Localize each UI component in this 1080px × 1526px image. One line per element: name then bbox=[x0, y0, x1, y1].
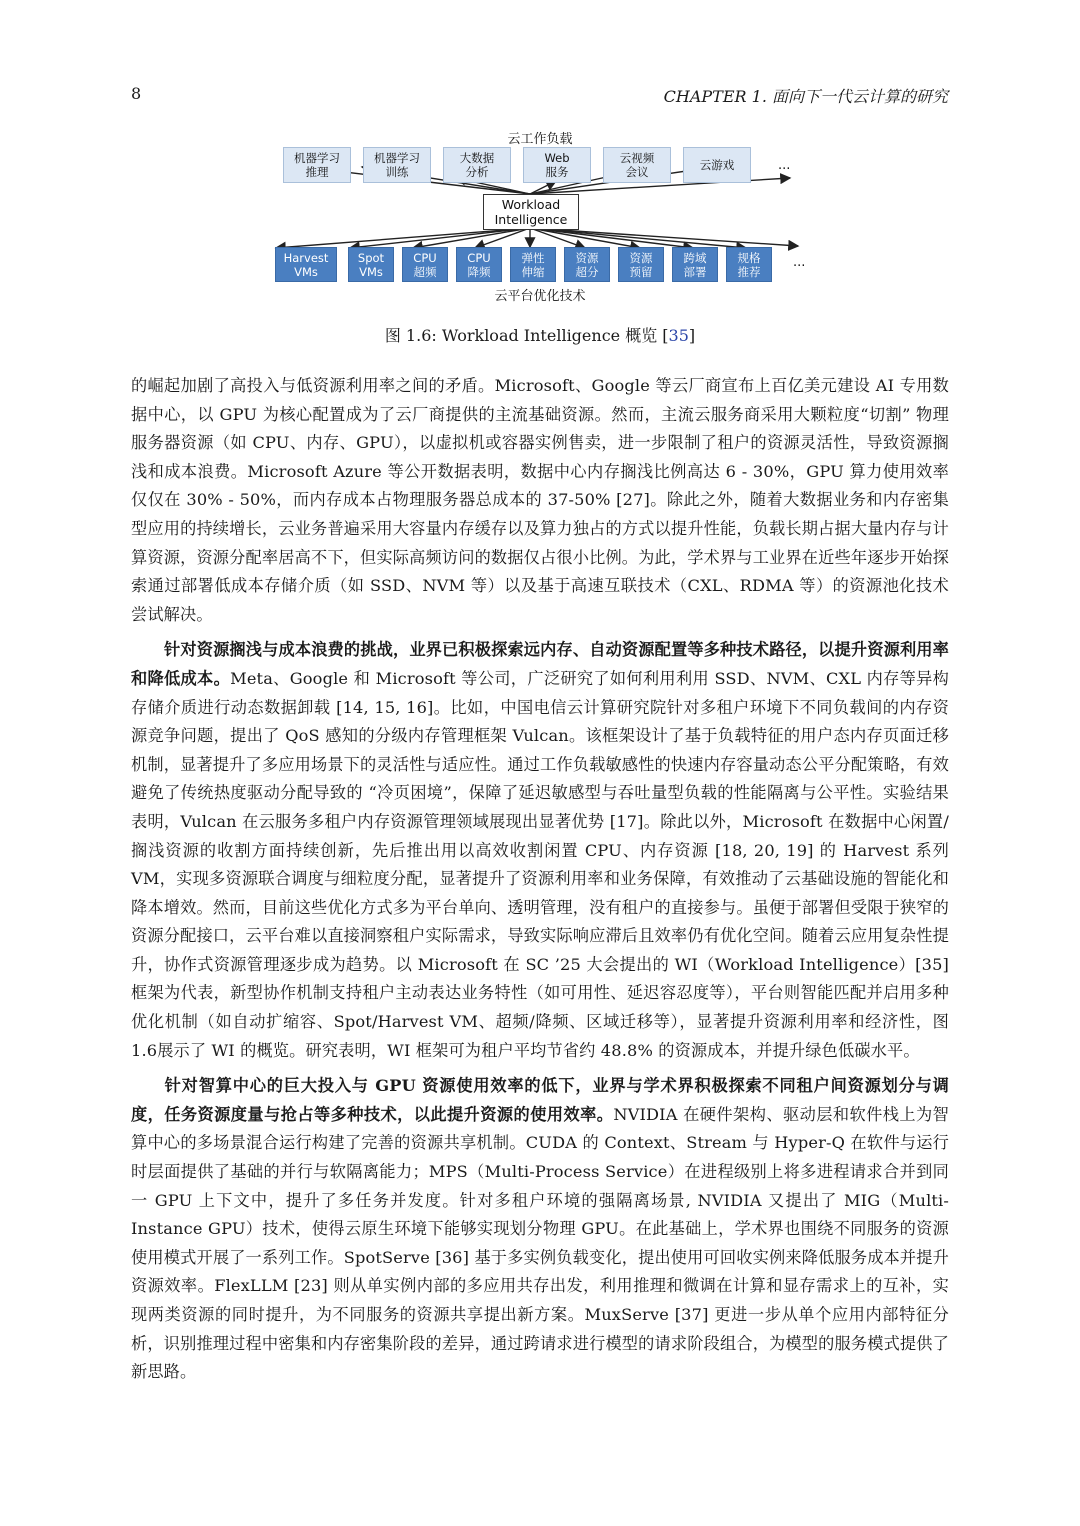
workload-intelligence-figure bbox=[0, 122, 1080, 312]
paragraph-2-text: Meta、Google 和 Microsoft 等公司，广泛研究了如何利用利用 SSD、NVM、CXL 内存等异构存储介质进行动态数据卸载 [14, 15, 16]。比如，中国电信云计算研究院针对多租户环境下不同负载间的内存资源竞争问题，提出了 QoS 感知的分级内存管理框架 Vulcan。该框架设计了基于负载特征的用户态内存页面迁移机制，显著提升了多应用场景下的灵活性与适应性。通过工作负载敏感性的快速内存容量动态公平分配策略，有效避免了传统热度驱动分配导致的 “冷页困境”，保障了延迟敏感型与吞吐量型负载的性能隔离与公平性。实验结果表明，Vulcan 在云服务多租户内存资源管理领域展现出显著优势 [17]。除此以外，Microsoft 在数据中心闲置/搁浅资源的收割方面持续创新，先后推出用以高效收割闲置 CPU、内存资源 [18, 20, 19] 的 Harvest 系列 VM，实现多资源联合调度与细粒度分配，显著提升了资源利用率和业务保障，有效推动了云基础设施的智能化和降本增效。然而，目前这些优化方式多为平台单向、透明管理，没有租户的直接参与。虽便于部署但受限于狭窄的资源分配接口，云平台难以直接洞察租户实际需求，导致实际响应滞后且效率仍有优化空间。随着云应用复杂性提升，协作式资源管理逐步成为趋势。以 Microsoft 在 SC ’25 大会提出的 WI（Workload Intelligence）[35] 框架为代表，新型协作机制支持租户主动表达业务特性（如可用性、延迟容忍度等），平台则智能匹配并启用多种优化机制（如自动扩缩容、Spot/Harvest VM、超频/降频、区域迁移等），显著提升资源利用率和经济性，图 1.6展示了 WI 的概览。研究表明，WI 框架可为租户平均节省约 48.8% 的资源成本，并提升绿色低碳水平。 bbox=[131, 668, 949, 1060]
paragraph-1-text: 的崛起加剧了高投入与低资源利用率之间的矛盾。Microsoft、Google 等云厂商宣布上百亿美元建设 AI 专用数据中心，以 GPU 为核心配置成为了云厂商提供的主流基础资源。然而，主流云服务商采用大颗粒度“切割” 物理服务器资源（如 CPU、内存、GPU），以虚拟机或容器实例售卖，进一步限制了租户的资源灵活性，导致资源搁浅和成本浪费。Microsoft Azure 等公开数据表明，数据中心内存搁浅比例高达 6 - 30%，GPU 算力使用效率仅仅在 30% - 50%，而内存成本占物理服务器总成本的 37-50% [27]。除此之外，随着大数据业务和内存密集型应用的持续增长，云业务普遍采用大容量内存缓存以及算力独占的方式以提升性能，负载长期占据大量内存与计算资源，资源分配率居高不下，但实际高频访问的数据仅占很小比例。为此，学术界与工业界在近些年逐步开始探索通过部署低成本存储介质（如 SSD、NVM 等）以及基于高速互联技术（CXL、RDMA 等）的资源池化技术尝试解决。 bbox=[131, 376, 949, 624]
technique-ellipsis: ... bbox=[793, 255, 806, 270]
workload-box-cloud-gaming: 云游戏 bbox=[683, 147, 751, 183]
paragraph-3-lead: 针对智算中心的巨大投入与 GPU 资源使用效率的低下，业界与学术界积极探索不同租户间资源划分与调度，任务资源度量与抢占等多种技术，以此提升资源的使用效率。 bbox=[131, 1076, 949, 1124]
workload-group-label: 云工作负载 bbox=[507, 132, 573, 147]
technique-box-cpu-overclock: CPU 超频 bbox=[402, 247, 448, 282]
arrow-to-technique bbox=[276, 228, 530, 248]
arrow-to-technique bbox=[530, 228, 746, 248]
technique-box-spot-vms: Spot VMs bbox=[348, 247, 394, 282]
figure-caption bbox=[0, 323, 1080, 346]
paragraph-2-lead: 针对资源搁浅与成本浪费的挑战，业界已积极探索远内存、自动资源配置等多种技术路径，以提升资源利用率和降低成本。 bbox=[131, 640, 949, 688]
technique-box-cross-region: 跨域 部署 bbox=[672, 247, 718, 282]
technique-box-autoscaling: 弹性 伸缩 bbox=[510, 247, 556, 282]
caption-close: ] bbox=[688, 326, 696, 345]
caption-text: 图 1.6: Workload Intelligence 概览 [ bbox=[384, 326, 669, 345]
workload-box-ml-training: 机器学习 训练 bbox=[363, 147, 431, 183]
paragraph bbox=[131, 1072, 949, 1387]
technique-group-label: 云平台优化技术 bbox=[494, 289, 586, 304]
workload-intelligence-box: Workload Intelligence bbox=[483, 194, 579, 230]
workload-box-big-data: 大数据 分析 bbox=[443, 147, 511, 183]
technique-box-reservation: 资源 预留 bbox=[618, 247, 664, 282]
workload-box-ml-inference: 机器学习 推理 bbox=[283, 147, 351, 183]
technique-box-oversubscription: 资源 超分 bbox=[564, 247, 610, 282]
workload-ellipsis: ... bbox=[778, 158, 791, 173]
page-number: 8 bbox=[131, 84, 142, 103]
caption-citation[interactable]: 35 bbox=[668, 326, 689, 345]
paragraph bbox=[131, 372, 949, 629]
page-header bbox=[131, 80, 948, 106]
running-title: CHAPTER 1. 面向下一代云计算的研究 bbox=[663, 87, 948, 106]
technique-box-harvest-vms: Harvest VMs bbox=[275, 247, 337, 282]
technique-box-cpu-underclock: CPU 降频 bbox=[456, 247, 502, 282]
workload-box-video-conf: 云视频 会议 bbox=[603, 147, 671, 183]
body-text bbox=[131, 372, 949, 1387]
paragraph bbox=[131, 636, 949, 1065]
technique-box-sku-recommend: 规格 推荐 bbox=[726, 247, 772, 282]
paragraph-3-text: NVIDIA 在硬件架构、驱动层和软件栈上为智算中心的多场景混合运行构建了完善的资源共享机制。CUDA 的 Context、Stream 与 Hyper-Q 在软件与运行时层面提供了基础的并行与软隔离能力；MPS（Multi-Process Service）在进程级别上将多进程请求合并到同一 GPU 上下文中，提升了多任务并发度。针对多租户环境的强隔离场景, NVIDIA 又提出了 MIG（Multi-Instance GPU）技术，使得云原生环境下能够实现划分物理 GPU。在此基础上，学术界也围绕不同服务的资源使用模式开展了一系列工作。SpotServe [36] 基于多实例负载变化，提出使用可回收实例来降低服务成本并提升资源效率。FlexLLM [23] 则从单实例内部的多应用共存出发，利用推理和微调在计算和显存需求上的互补，实现两类资源的同时提升，为不同服务的资源共享提出新方案。MuxServe [37] 更进一步从单个应用内部特征分析，识别推理过程中密集和内存密集阶段的差异，通过跨请求进行模型的请求阶段组合，为模型的服务模式提供了新思路。 bbox=[131, 1104, 949, 1382]
workload-box-web: Web 服务 bbox=[523, 147, 591, 183]
arrow-to-technique bbox=[413, 228, 530, 248]
